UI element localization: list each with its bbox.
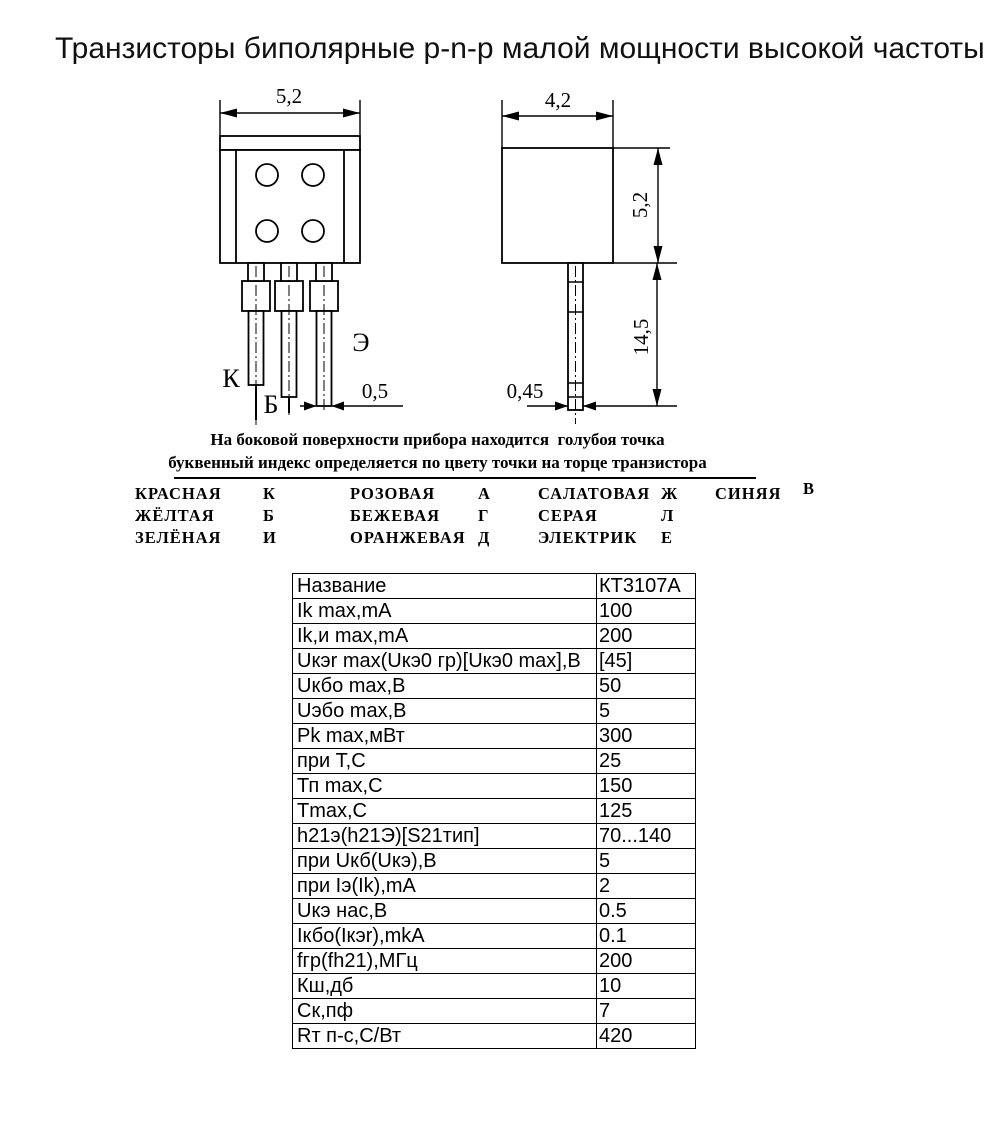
spec-label-cell: Ik,и max,mA (293, 624, 597, 649)
spec-value-cell: 0.5 (597, 899, 696, 924)
color-letter: Д (478, 528, 491, 547)
dim-arrow (653, 389, 662, 406)
color-name: ОРАНЖЕВАЯ (350, 528, 466, 547)
color-name: КРАСНАЯ (135, 484, 222, 503)
color-name: ЭЛЕКТРИК (538, 528, 638, 547)
pin-label-collector: К (222, 364, 240, 393)
front-width-dim: 5,2 (275, 84, 303, 108)
color-letter: Е (661, 528, 674, 547)
note-line-1: На боковой поверхности прибора находится голубоя точка (210, 430, 665, 449)
side-view-drawing (502, 88, 677, 424)
color-letter: И (263, 528, 277, 547)
color-letter: Л (661, 506, 675, 525)
spec-value-cell: [45] (597, 649, 696, 674)
table-row (293, 599, 696, 624)
spec-value-cell: 125 (597, 799, 696, 824)
table-row (293, 999, 696, 1024)
package-cap (220, 136, 360, 150)
spec-value-cell: 70...140 (597, 824, 696, 849)
package-hole (302, 220, 324, 242)
color-name: СЕРАЯ (538, 506, 598, 525)
color-name (715, 505, 803, 527)
package-body (220, 150, 360, 263)
spec-label-cell: Rт п-с,С/Вт (293, 1024, 597, 1049)
color-letter: А (478, 484, 491, 503)
dim-arrow (654, 246, 663, 263)
dim-arrow (654, 148, 663, 165)
color-letter: Ж (661, 484, 679, 503)
spec-value-cell: 200 (597, 949, 696, 974)
color-name: РОЗОВАЯ (350, 484, 436, 503)
spec-label-cell: Тп max,С (293, 774, 597, 799)
spec-label-cell: Iкбо(Iкэr),mkA (293, 924, 597, 949)
table-row (293, 874, 696, 899)
color-letter: В (803, 479, 816, 498)
spec-value-cell: 10 (597, 974, 696, 999)
package-hole (302, 164, 324, 186)
table-row (293, 624, 696, 649)
package-drawings (0, 0, 1000, 440)
spec-label-cell: Uэбо max,В (293, 699, 597, 724)
spec-value-cell: 7 (597, 999, 696, 1024)
spec-value-cell: 150 (597, 774, 696, 799)
color-name: ЗЕЛЁНАЯ (135, 528, 222, 547)
package-side-body (502, 148, 613, 263)
pin-label-emitter: Э (352, 328, 370, 357)
spec-value-cell: 2 (597, 874, 696, 899)
note-line-2: буквенный индекс определяется по цвету точки на торце транзистора (168, 453, 707, 472)
table-row (293, 974, 696, 999)
front-lead-dim: 0,5 (361, 379, 389, 403)
spec-value-cell: 50 (597, 674, 696, 699)
spec-label-cell: при Uкб(Uкэ),В (293, 849, 597, 874)
dim-arrow (502, 112, 519, 121)
spec-label-cell: при Т,С (293, 749, 597, 774)
table-row (293, 749, 696, 774)
dim-arrow (583, 402, 596, 411)
dim-arrow (332, 402, 345, 411)
spec-table (292, 573, 696, 1049)
dim-arrow (343, 109, 360, 118)
table-row (293, 924, 696, 949)
side-height-dim: 5,2 (628, 191, 652, 219)
table-row (293, 774, 696, 799)
table-row (293, 699, 696, 724)
side-depth-dim: 4,2 (544, 88, 572, 112)
spec-value-cell: 100 (597, 599, 696, 624)
lead-emitter (310, 263, 338, 412)
lead-base (275, 263, 303, 418)
pin-label-base: Б (263, 390, 279, 419)
spec-value-cell: КТ3107А (597, 574, 696, 599)
color-code-table (135, 479, 848, 549)
spec-label-cell: Uкэr max(Uкэ0 гр)[Uкэ0 max],В (293, 649, 597, 674)
side-lead-thickness-dim: 0,45 (506, 379, 544, 403)
dim-arrow (653, 263, 662, 280)
table-row (293, 949, 696, 974)
table-row (293, 1024, 696, 1049)
dim-arrow (220, 109, 237, 118)
spec-label-cell: Кш,дб (293, 974, 597, 999)
spec-label-cell: Pk max,мВт (293, 724, 597, 749)
dim-arrow (304, 402, 317, 411)
table-row (293, 899, 696, 924)
color-name: ЖЁЛТАЯ (135, 506, 215, 525)
spec-label-cell: Название (293, 574, 597, 599)
dim-arrow (555, 402, 568, 411)
page-title: Транзисторы биполярные p-n-p малой мощности высокой частоты (55, 32, 985, 65)
spec-label-cell: h21э(h21Э)[S21тип] (293, 824, 597, 849)
package-hole (256, 220, 278, 242)
color-letter: Г (478, 506, 490, 525)
marking-notes (115, 428, 760, 474)
table-row (293, 849, 696, 874)
spec-label-cell: при Iэ(Ik),mA (293, 874, 597, 899)
table-row (293, 799, 696, 824)
color-letter (803, 500, 848, 522)
table-row (293, 574, 696, 599)
color-name (715, 527, 803, 549)
spec-label-cell: Ск,пф (293, 999, 597, 1024)
color-letter: К (263, 484, 276, 503)
color-name: САЛАТОВАЯ (538, 484, 651, 503)
spec-value-cell: 420 (597, 1024, 696, 1049)
spec-value-cell: 300 (597, 724, 696, 749)
spec-value-cell: 200 (597, 624, 696, 649)
package-hole (256, 164, 278, 186)
spec-value-cell: 25 (597, 749, 696, 774)
spec-label-cell: Ik max,mA (293, 599, 597, 624)
table-row (293, 724, 696, 749)
spec-value-cell: 0.1 (597, 924, 696, 949)
color-name: СИНЯЯ (715, 484, 782, 503)
side-lead-length-dim: 14,5 (629, 318, 653, 356)
color-letter: Б (263, 506, 275, 525)
spec-value-cell: 5 (597, 699, 696, 724)
spec-label-cell: fгр(fh21),МГц (293, 949, 597, 974)
spec-label-cell: Uкбо max,В (293, 674, 597, 699)
table-row (293, 649, 696, 674)
spec-label-cell: Uкэ нас,В (293, 899, 597, 924)
color-code-separator (174, 477, 756, 479)
spec-value-cell: 5 (597, 849, 696, 874)
table-row (293, 824, 696, 849)
table-row (293, 674, 696, 699)
front-view-drawing (220, 84, 403, 425)
spec-label-cell: Tmax,С (293, 799, 597, 824)
dim-arrow (596, 112, 613, 121)
color-letter (803, 522, 848, 544)
color-name: БЕЖЕВАЯ (350, 506, 441, 525)
lead-side-view (568, 263, 583, 424)
